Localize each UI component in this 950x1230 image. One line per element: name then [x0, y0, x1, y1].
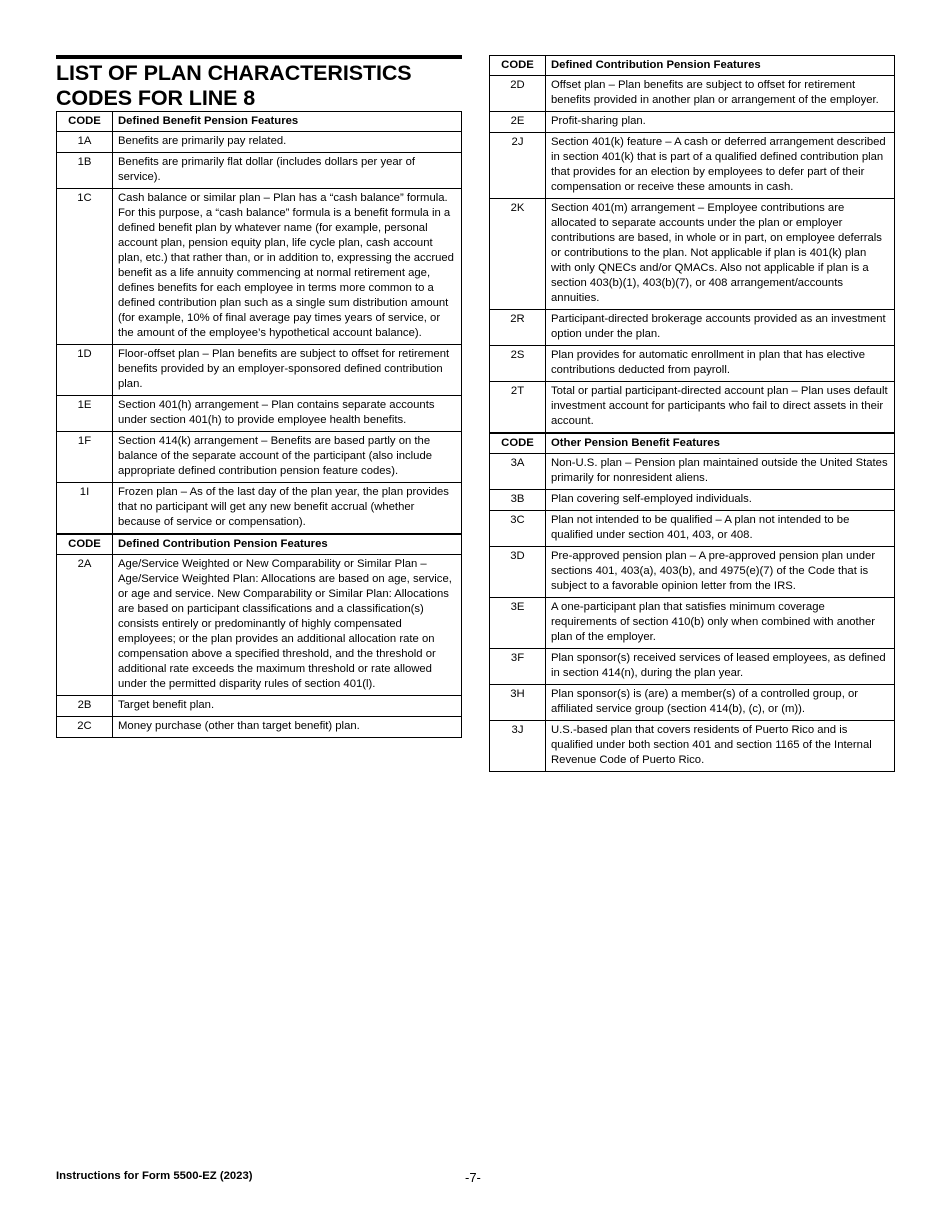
feature-section-header: Defined Contribution Pension Features — [113, 534, 462, 555]
table-row — [490, 547, 895, 598]
section-header-row — [490, 56, 895, 76]
footer-page-number: -7- — [465, 1170, 481, 1185]
plan-code: 2J — [490, 133, 546, 199]
plan-code-description: Section 414(k) arrangement – Benefits are based partly on the balance of the separate account of the participant (also include appropriate defined contribution pension feature codes). — [113, 432, 462, 483]
code-column-header: CODE — [490, 56, 546, 76]
table-row — [57, 345, 462, 396]
table-row — [490, 382, 895, 434]
table-row — [57, 483, 462, 535]
table-row — [490, 310, 895, 346]
section-header-row — [57, 534, 462, 555]
plan-code-description: Floor-offset plan – Plan benefits are subject to offset for retirement benefits provided by an employer-sponsored defined contribution plan. — [113, 345, 462, 396]
plan-code-description: Plan sponsor(s) received services of leased employees, as defined in section 414(n), during the plan year. — [546, 649, 895, 685]
plan-code-description: Frozen plan – As of the last day of the plan year, the plan provides that no participant will get any new benefit accrual (whether because of service or compensation). — [113, 483, 462, 535]
plan-code-description: Benefits are primarily pay related. — [113, 132, 462, 153]
code-column-header: CODE — [57, 112, 113, 132]
table-row — [57, 696, 462, 717]
plan-code: 2B — [57, 696, 113, 717]
left-codes-table — [56, 111, 462, 738]
table-row — [490, 346, 895, 382]
plan-code: 3F — [490, 649, 546, 685]
code-column-header: CODE — [490, 433, 546, 454]
plan-code-description: Plan not intended to be qualified – A plan not intended to be qualified under section 401, 403, or 408. — [546, 511, 895, 547]
plan-code-description: Benefits are primarily flat dollar (includes dollars per year of service). — [113, 153, 462, 189]
code-column-header: CODE — [57, 534, 113, 555]
plan-code-description: Total or partial participant-directed account plan – Plan uses default investment account for participants who fail to direct assets in their account. — [546, 382, 895, 434]
plan-code-description: Section 401(k) feature – A cash or deferred arrangement described in section 401(k) that is part of a qualified defined contribution plan that provides for an election by employees to defer part of their compensation or receive these amounts in cash. — [546, 133, 895, 199]
section-header-row — [57, 112, 462, 132]
plan-code: 2C — [57, 717, 113, 738]
feature-section-header: Defined Contribution Pension Features — [546, 56, 895, 76]
plan-code-description: Age/Service Weighted or New Comparability or Similar Plan – Age/Service Weighted Plan: Allocations are based on age, service, or age and service. New Comparability or Similar Plan: Allocations are based on participant classifications and a classification(s) consists entirely or predominantly of highly compensated employees; or the plan provides an additional allocation rate on compensation above a specified threshold, and the threshold or additional rate exceeds the maximum threshold or rate allowed under the permitted disparity rules of section 401(l). — [113, 555, 462, 696]
table-row — [490, 685, 895, 721]
plan-code: 2D — [490, 76, 546, 112]
table-row — [490, 112, 895, 133]
plan-code: 1D — [57, 345, 113, 396]
plan-code: 3J — [490, 721, 546, 772]
table-row — [57, 555, 462, 696]
plan-code: 2R — [490, 310, 546, 346]
plan-code: 1B — [57, 153, 113, 189]
plan-code: 2K — [490, 199, 546, 310]
plan-code: 3A — [490, 454, 546, 490]
plan-code-description: Cash balance or similar plan – Plan has a “cash balance” formula. For this purpose, a “cash balance” formula is a benefit formula in a defined benefit plan by whatever name (for example, personal account plan, pension equity plan, life cycle plan, cash account plan, etc.) that rather than, or in addition to, expressing the accrued benefit as a life annuity commencing at normal retirement age, defines benefits for each employee in terms more common to a defined contribution plan such as a single sum distribution amount (for example, 10% of final average pay times years of service, or the amount of the employee’s hypothetical account balance). — [113, 189, 462, 345]
plan-code: 2E — [490, 112, 546, 133]
plan-code: 1E — [57, 396, 113, 432]
section-header-row — [490, 433, 895, 454]
plan-code-description: A one-participant plan that satisfies minimum coverage requirements of section 410(b) only when combined with another plan of the employer. — [546, 598, 895, 649]
plan-code-description: Non-U.S. plan – Pension plan maintained outside the United States primarily for nonresident aliens. — [546, 454, 895, 490]
plan-code: 3D — [490, 547, 546, 598]
table-row — [57, 717, 462, 738]
table-row — [57, 132, 462, 153]
plan-code: 3B — [490, 490, 546, 511]
table-row — [490, 133, 895, 199]
table-row — [490, 490, 895, 511]
plan-code: 1I — [57, 483, 113, 535]
plan-code-description: U.S.-based plan that covers residents of Puerto Rico and is qualified under both section 401 and section 1165 of the Internal Revenue Code of Puerto Rico. — [546, 721, 895, 772]
plan-code: 2T — [490, 382, 546, 434]
right-column — [489, 55, 895, 772]
plan-code: 3C — [490, 511, 546, 547]
table-row — [490, 598, 895, 649]
plan-code-description: Participant-directed brokerage accounts provided as an investment option under the plan. — [546, 310, 895, 346]
plan-code-description: Profit-sharing plan. — [546, 112, 895, 133]
plan-code: 3H — [490, 685, 546, 721]
table-row — [57, 432, 462, 483]
table-row — [57, 189, 462, 345]
plan-code: 2S — [490, 346, 546, 382]
table-row — [490, 76, 895, 112]
feature-section-header: Other Pension Benefit Features — [546, 433, 895, 454]
plan-code-description: Plan covering self-employed individuals. — [546, 490, 895, 511]
plan-code: 1C — [57, 189, 113, 345]
left-column — [56, 55, 462, 738]
right-codes-table — [489, 55, 895, 772]
page-title: LIST OF PLAN CHARACTERISTICS CODES FOR LINE 8 — [56, 61, 412, 110]
table-row — [490, 511, 895, 547]
plan-code-description: Section 401(m) arrangement – Employee contributions are allocated to separate accounts under the plan or employer contributions are based, in whole or in part, on employee deferrals or contributions to the plan. Not applicable if plan is 401(k) plan with only QNECs and/or QMACs. Also not applicable if plan is a section 403(b)(1), 403(b)(7), or 408 arrangement/accounts annuities. — [546, 199, 895, 310]
plan-code-description: Offset plan – Plan benefits are subject to offset for retirement benefits provided in another plan or arrangement of the employer. — [546, 76, 895, 112]
plan-code-description: Money purchase (other than target benefit) plan. — [113, 717, 462, 738]
plan-code: 3E — [490, 598, 546, 649]
plan-code-description: Pre-approved pension plan – A pre-approved pension plan under sections 401, 403(a), 403(b), and 4975(e)(7) of the Code that is subject to a favorable opinion letter from the IRS. — [546, 547, 895, 598]
feature-section-header: Defined Benefit Pension Features — [113, 112, 462, 132]
plan-code-description: Plan provides for automatic enrollment in plan that has elective contributions deducted from payroll. — [546, 346, 895, 382]
table-row — [57, 396, 462, 432]
plan-code-description: Section 401(h) arrangement – Plan contains separate accounts under section 401(h) to provide employee health benefits. — [113, 396, 462, 432]
table-row — [490, 721, 895, 772]
plan-code: 2A — [57, 555, 113, 696]
table-row — [490, 454, 895, 490]
plan-code: 1F — [57, 432, 113, 483]
table-row — [490, 199, 895, 310]
table-row — [57, 153, 462, 189]
plan-code: 1A — [57, 132, 113, 153]
footer-form-name: Instructions for Form 5500-EZ (2023) — [56, 1170, 253, 1182]
plan-code-description: Target benefit plan. — [113, 696, 462, 717]
plan-code-description: Plan sponsor(s) is (are) a member(s) of a controlled group, or affiliated service group (section 414(b), (c), or (m)). — [546, 685, 895, 721]
table-row — [490, 649, 895, 685]
